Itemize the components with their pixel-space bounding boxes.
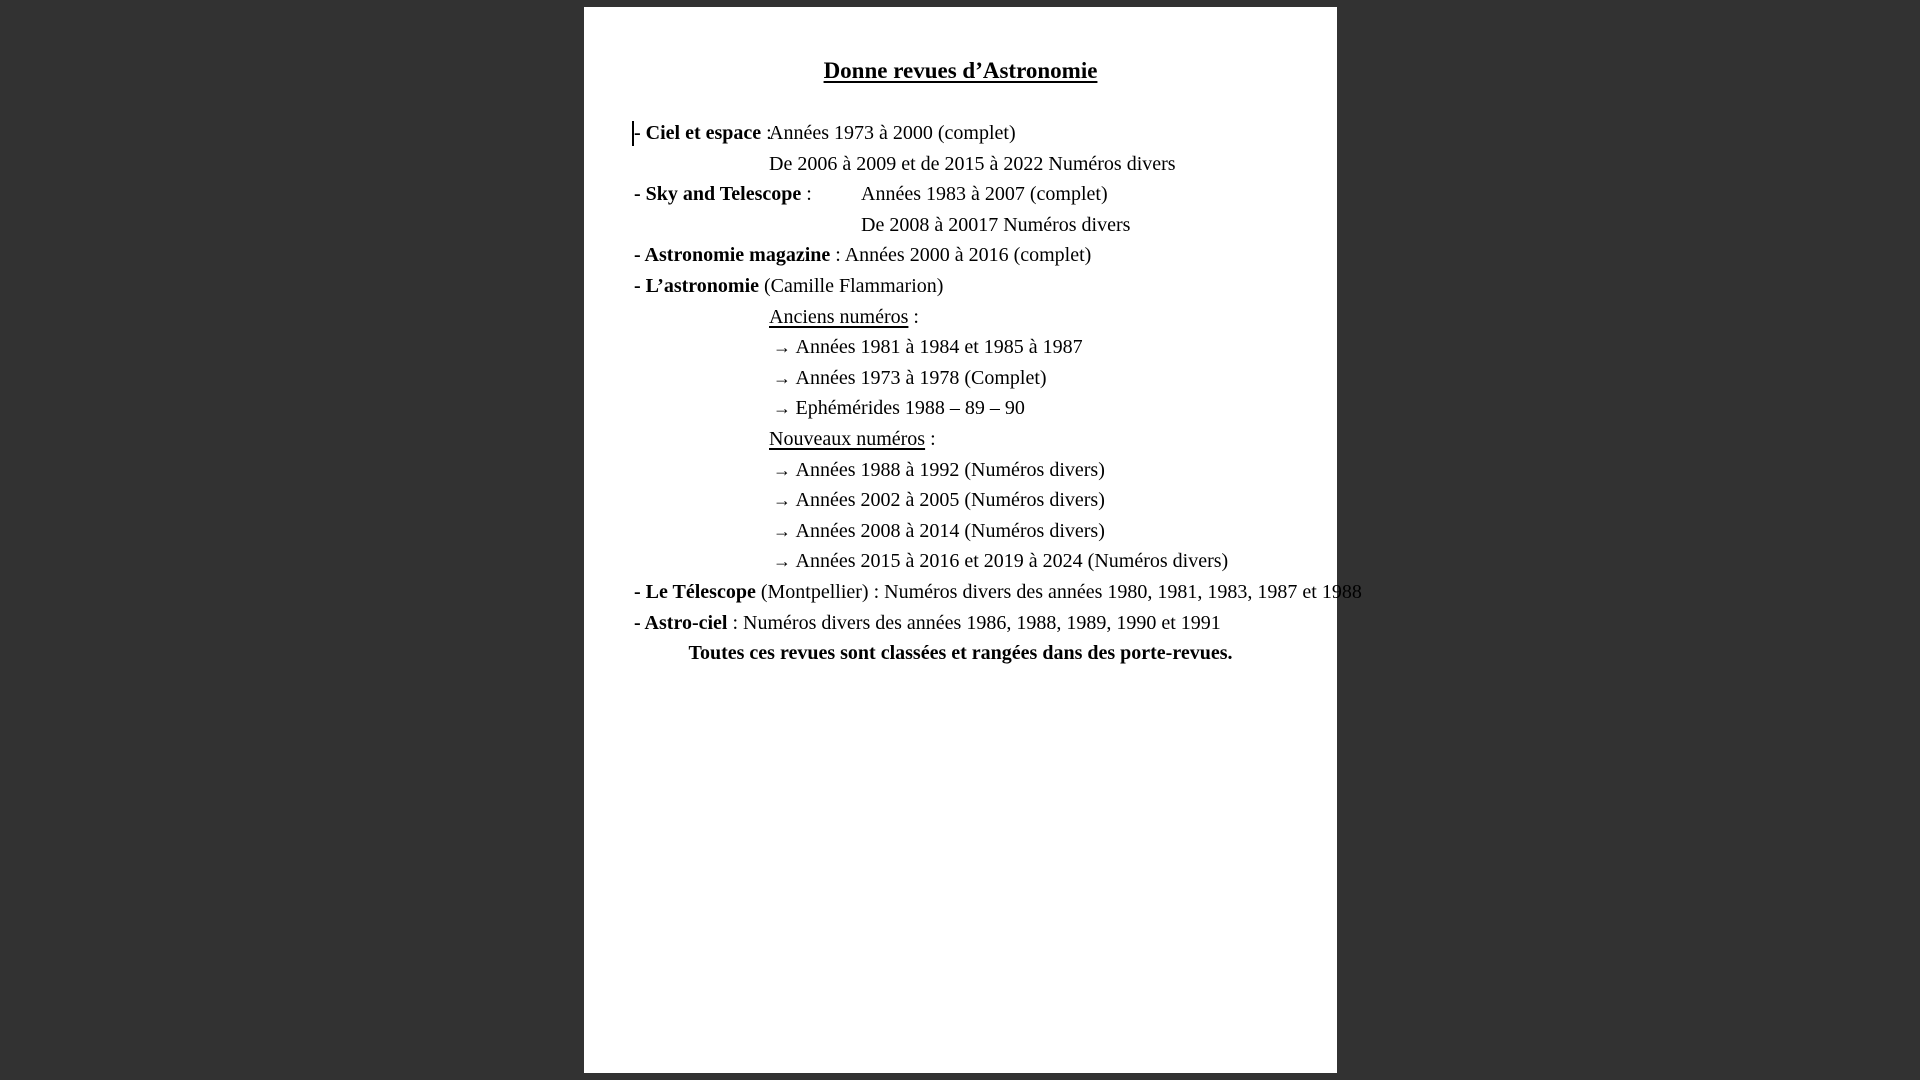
section-heading-anciens-numeros: [584, 302, 1337, 333]
arrow-item: [584, 363, 1337, 394]
arrow-item: [584, 516, 1337, 547]
magazine-years: Années 1983 à 2007 (complet): [861, 183, 1108, 206]
colon: :: [801, 183, 812, 206]
magazine-entry-le-telescope: [584, 577, 1362, 608]
magazine-name: - Le Télescope: [634, 580, 756, 603]
magazine-entry-ciel-et-espace: [584, 118, 1337, 149]
magazine-publisher: (Camille Flammarion): [759, 274, 944, 297]
magazine-entry-lastronomie: [584, 271, 1337, 302]
arrow-icon: →: [773, 337, 796, 358]
magazine-years: (Montpellier) : Numéros divers des années 1980, 1981, 1983, 1987 et 1988: [755, 580, 1362, 603]
arrow-item-text: Années 2008 à 2014 (Numéros divers): [795, 519, 1105, 542]
magazine-years: De 2008 à 20017 Numéros divers: [861, 213, 1131, 236]
arrow-item-text: Années 1973 à 1978 (Complet): [795, 366, 1047, 389]
magazine-entry-astro-ciel: [584, 608, 1337, 639]
colon: :: [908, 305, 919, 328]
magazine-years: : Numéros divers des années 1986, 1988, 1989, 1990 et 1991: [727, 611, 1221, 634]
section-heading-nouveaux-numeros: [584, 424, 1337, 455]
arrow-item-text: Années 2002 à 2005 (Numéros divers): [795, 489, 1105, 512]
magazine-entry-sky-and-telescope: [584, 179, 1337, 210]
colon: :: [925, 427, 936, 450]
arrow-icon: →: [773, 459, 796, 480]
entry-continuation: [584, 149, 1337, 180]
magazine-name: - Sky and Telescope: [634, 183, 802, 206]
arrow-item: [584, 546, 1337, 577]
arrow-item: [584, 455, 1337, 486]
magazine-name: - L’astronomie: [634, 274, 759, 297]
arrow-icon: →: [773, 398, 796, 419]
document-page[interactable]: [584, 7, 1362, 1073]
arrow-item-text: Années 1988 à 1992 (Numéros divers): [795, 458, 1105, 481]
section-heading-text: Anciens numéros: [769, 305, 909, 328]
section-heading-text: Nouveaux numéros: [769, 427, 926, 450]
closing-note: Toutes ces revues sont classées et rangées dans des porte-revues.: [688, 642, 1233, 665]
arrow-icon: →: [773, 520, 796, 541]
text-cursor: [632, 121, 634, 146]
arrow-item-text: Années 1981 à 1984 et 1985 à 1987: [795, 336, 1083, 359]
colon: :: [761, 122, 772, 144]
magazine-years: Années 1973 à 2000 (complet): [769, 122, 1016, 144]
arrow-icon: →: [773, 551, 796, 572]
magazine-years: De 2006 à 2009 et de 2015 à 2022 Numéros divers: [769, 152, 1176, 175]
arrow-item-text: Années 2015 à 2016 et 2019 à 2024 (Numéros divers): [795, 550, 1229, 573]
arrow-icon: →: [773, 367, 796, 388]
magazine-name: - Ciel et espace: [634, 122, 762, 144]
arrow-item: [584, 485, 1337, 516]
magazine-name: - Astronomie magazine: [634, 244, 831, 267]
entry-continuation: [584, 210, 1337, 241]
magazine-entry-astronomie-magazine: [584, 240, 1337, 271]
arrow-item-text: Ephémérides 1988 – 89 – 90: [795, 397, 1025, 420]
magazine-name: - Astro-ciel: [634, 611, 728, 634]
document-title: Donne revues d’Astronomie: [823, 58, 1098, 83]
arrow-icon: →: [773, 490, 796, 511]
document-body: [584, 118, 1362, 669]
magazine-years: : Années 2000 à 2016 (complet): [830, 244, 1092, 267]
arrow-item: [584, 332, 1337, 363]
arrow-item: [584, 393, 1337, 424]
